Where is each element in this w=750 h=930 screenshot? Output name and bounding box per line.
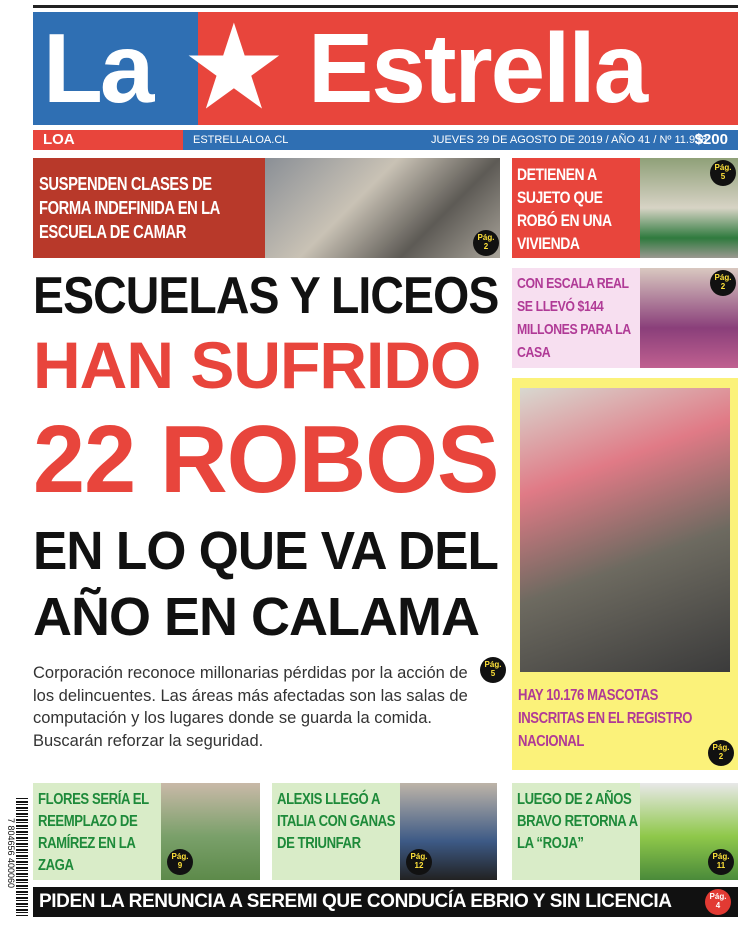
dateline-strip <box>33 130 738 150</box>
story-photo <box>265 158 500 258</box>
bottom-headline: PIDEN LA RENUNCIA A SEREMI QUE CONDUCÍA EBRIO Y SIN LICENCIA <box>39 891 672 912</box>
headline-line-3: 22 ROBOS <box>33 406 499 513</box>
page-badge: Pág. 2 <box>473 230 499 256</box>
website[interactable]: ESTRELLALOA.CL <box>193 134 289 146</box>
top-rule <box>33 5 738 8</box>
feature-mascotas[interactable] <box>512 378 738 770</box>
page-badge: Pág. 12 <box>406 849 432 875</box>
page-badge: Pág. 9 <box>167 849 193 875</box>
page-badge: Pág. 2 <box>710 270 736 296</box>
story-detienen[interactable] <box>512 158 738 258</box>
page-badge: Pág. 2 <box>708 740 734 766</box>
story-camar[interactable] <box>33 158 500 258</box>
edition-label: LOA <box>33 130 183 150</box>
feature-headline: HAY 10.176 MASCOTAS INSCRITAS EN EL REGISTRO NACIONAL <box>518 687 693 750</box>
main-body-text: Corporación reconoce millonarias pérdidas por la acción de los delincuentes. Las áreas más afectadas son las salas de computación y los lugares donde se guarda la comida. Buscarán reforzar la seguridad. <box>33 664 468 750</box>
story-headline: LUEGO DE 2 AÑOS BRAVO RETORNA A LA “ROJA” <box>517 791 638 852</box>
feature-photo <box>520 388 730 672</box>
story-headline: CON ESCALA REAL SE LLEVÓ $144 MILLONES PARA LA CASA <box>517 275 631 361</box>
story-headline: DETIENEN A SUJETO QUE ROBÓ EN UNA VIVIENDA <box>517 165 612 253</box>
bottom-bar[interactable] <box>33 887 738 917</box>
page-badge: Pág. 5 <box>710 160 736 186</box>
page-badge: Pág. 11 <box>708 849 734 875</box>
star-icon: ★ <box>181 12 287 125</box>
price: $200 <box>694 131 728 148</box>
headline-line-4: EN LO QUE VA DEL <box>33 521 499 581</box>
story-headline: ALEXIS LLEGÓ A ITALIA CON GANAS DE TRIUNFAR <box>277 791 396 852</box>
barcode <box>4 790 28 920</box>
masthead <box>33 12 738 125</box>
story-headline: SUSPENDEN CLASES DE FORMA INDEFINIDA EN LA ESCUELA DE CAMAR <box>39 174 220 242</box>
headline-line-2: HAN SUFRIDO <box>33 328 481 402</box>
headline-line-5: AÑO EN CALAMA <box>33 587 479 647</box>
page-badge: Pág. 5 <box>480 657 506 683</box>
page-badge: Pág. 4 <box>705 889 731 915</box>
sports-story-alexis[interactable] <box>272 783 497 880</box>
barcode-number: 7 804656 400060 <box>6 817 16 889</box>
masthead-title-right: Estrella <box>308 13 647 123</box>
masthead-title-left: La <box>43 13 152 123</box>
sports-story-flores[interactable] <box>33 783 260 880</box>
story-escala-real[interactable] <box>512 268 738 368</box>
headline-line-1: ESCUELAS Y LICEOS <box>33 267 499 325</box>
sports-story-bravo[interactable] <box>512 783 738 880</box>
story-headline: FLORES SERÍA EL REEMPLAZO DE RAMÍREZ EN LA ZAGA <box>38 791 149 874</box>
dateline: JUEVES 29 DE AGOSTO DE 2019 / AÑO 41 / Nº 11.938 <box>431 134 708 146</box>
